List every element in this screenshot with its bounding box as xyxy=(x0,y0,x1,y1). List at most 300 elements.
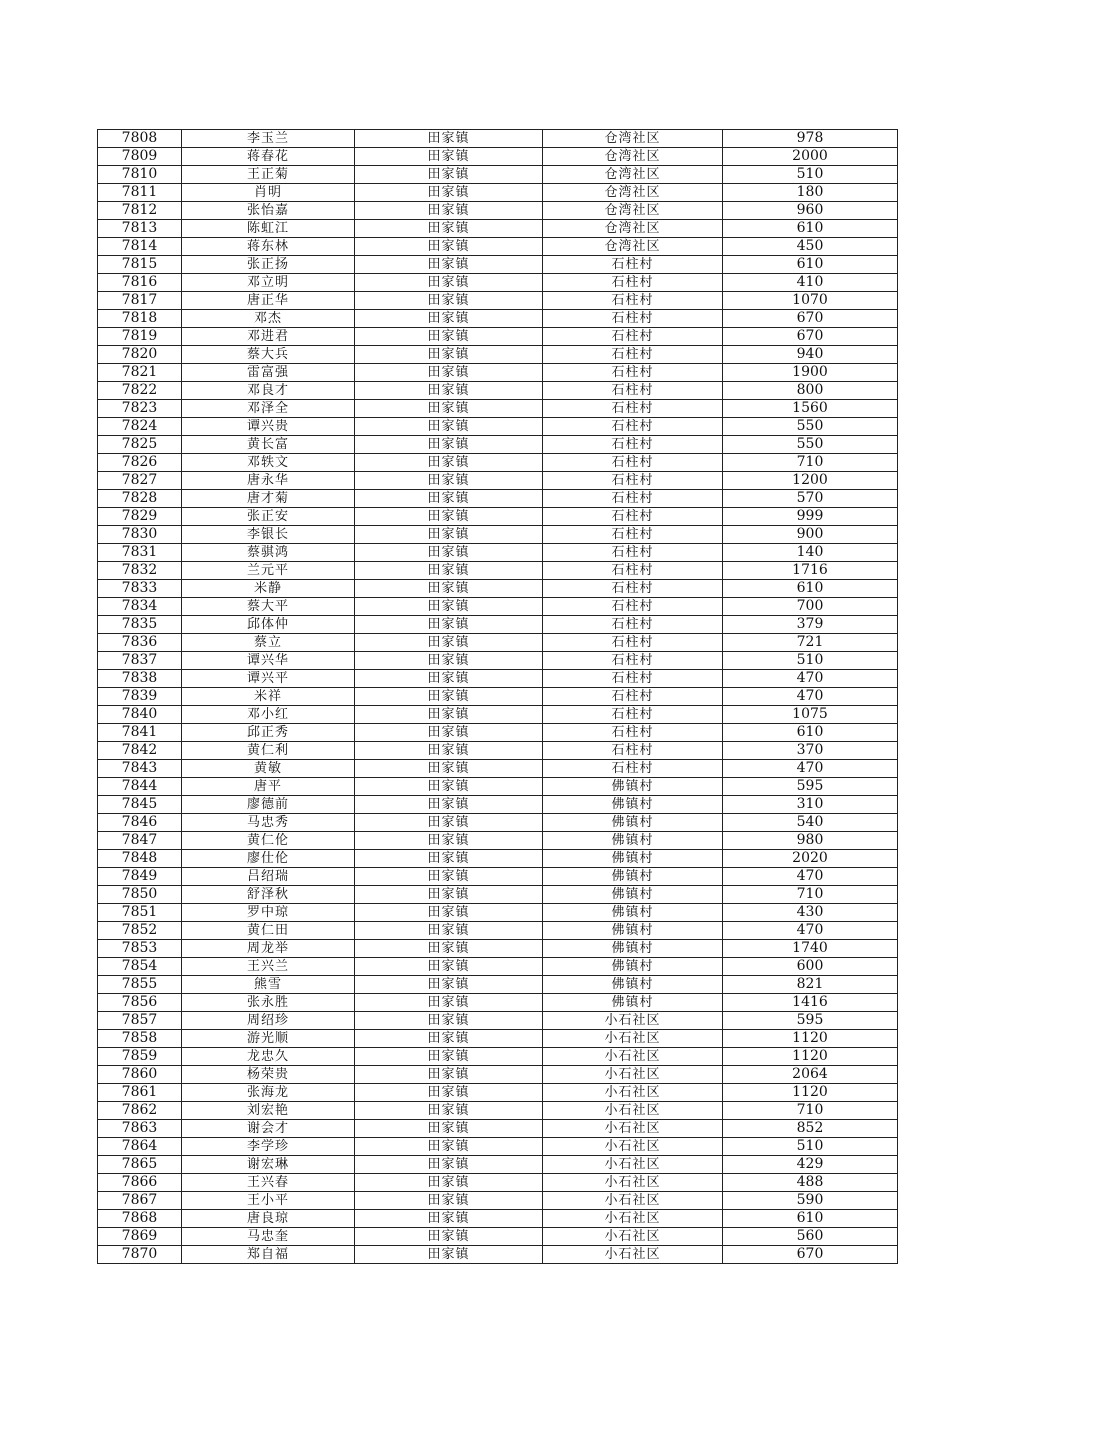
id-cell: 7856 xyxy=(98,994,182,1012)
table-row xyxy=(98,418,898,436)
town-cell: 田家镇 xyxy=(355,598,543,616)
amount-cell: 470 xyxy=(723,688,898,706)
name-cell: 邓进君 xyxy=(182,328,355,346)
village-cell: 小石社区 xyxy=(543,1228,723,1246)
id-cell: 7849 xyxy=(98,868,182,886)
table-row xyxy=(98,940,898,958)
amount-cell: 980 xyxy=(723,832,898,850)
name-cell: 张怡嘉 xyxy=(182,202,355,220)
village-cell: 石柱村 xyxy=(543,562,723,580)
id-cell: 7844 xyxy=(98,778,182,796)
town-cell: 田家镇 xyxy=(355,832,543,850)
village-cell: 石柱村 xyxy=(543,670,723,688)
amount-cell: 2064 xyxy=(723,1066,898,1084)
name-cell: 邓立明 xyxy=(182,274,355,292)
id-cell: 7820 xyxy=(98,346,182,364)
id-cell: 7812 xyxy=(98,202,182,220)
village-cell: 石柱村 xyxy=(543,418,723,436)
amount-cell: 670 xyxy=(723,310,898,328)
table-row xyxy=(98,328,898,346)
town-cell: 田家镇 xyxy=(355,1120,543,1138)
name-cell: 陈虹江 xyxy=(182,220,355,238)
village-cell: 小石社区 xyxy=(543,1102,723,1120)
table-row xyxy=(98,742,898,760)
town-cell: 田家镇 xyxy=(355,814,543,832)
name-cell: 李学珍 xyxy=(182,1138,355,1156)
id-cell: 7858 xyxy=(98,1030,182,1048)
amount-cell: 2000 xyxy=(723,148,898,166)
table-row xyxy=(98,922,898,940)
name-cell: 黄敏 xyxy=(182,760,355,778)
table-row xyxy=(98,508,898,526)
name-cell: 邓杰 xyxy=(182,310,355,328)
id-cell: 7853 xyxy=(98,940,182,958)
table-row xyxy=(98,652,898,670)
town-cell: 田家镇 xyxy=(355,652,543,670)
town-cell: 田家镇 xyxy=(355,1138,543,1156)
id-cell: 7830 xyxy=(98,526,182,544)
village-cell: 佛镇村 xyxy=(543,958,723,976)
name-cell: 蔡骐鸿 xyxy=(182,544,355,562)
name-cell: 黄仁利 xyxy=(182,742,355,760)
town-cell: 田家镇 xyxy=(355,292,543,310)
id-cell: 7850 xyxy=(98,886,182,904)
table-row xyxy=(98,670,898,688)
name-cell: 舒泽秋 xyxy=(182,886,355,904)
id-cell: 7824 xyxy=(98,418,182,436)
table-row xyxy=(98,346,898,364)
amount-cell: 1200 xyxy=(723,472,898,490)
town-cell: 田家镇 xyxy=(355,202,543,220)
amount-cell: 670 xyxy=(723,1246,898,1264)
name-cell: 蒋东林 xyxy=(182,238,355,256)
id-cell: 7860 xyxy=(98,1066,182,1084)
id-cell: 7837 xyxy=(98,652,182,670)
id-cell: 7836 xyxy=(98,634,182,652)
amount-cell: 600 xyxy=(723,958,898,976)
amount-cell: 410 xyxy=(723,274,898,292)
id-cell: 7847 xyxy=(98,832,182,850)
village-cell: 仓湾社区 xyxy=(543,166,723,184)
amount-cell: 1560 xyxy=(723,400,898,418)
table-row xyxy=(98,166,898,184)
name-cell: 邓轶文 xyxy=(182,454,355,472)
name-cell: 王兴春 xyxy=(182,1174,355,1192)
id-cell: 7828 xyxy=(98,490,182,508)
town-cell: 田家镇 xyxy=(355,1156,543,1174)
name-cell: 杨荣贵 xyxy=(182,1066,355,1084)
table-row xyxy=(98,220,898,238)
name-cell: 王正菊 xyxy=(182,166,355,184)
village-cell: 小石社区 xyxy=(543,1174,723,1192)
village-cell: 佛镇村 xyxy=(543,778,723,796)
name-cell: 王兴兰 xyxy=(182,958,355,976)
name-cell: 熊雪 xyxy=(182,976,355,994)
village-cell: 佛镇村 xyxy=(543,814,723,832)
table-row xyxy=(98,202,898,220)
town-cell: 田家镇 xyxy=(355,184,543,202)
table-row xyxy=(98,130,898,148)
id-cell: 7825 xyxy=(98,436,182,454)
name-cell: 谭兴贵 xyxy=(182,418,355,436)
name-cell: 邱正秀 xyxy=(182,724,355,742)
name-cell: 吕绍瑞 xyxy=(182,868,355,886)
amount-cell: 610 xyxy=(723,220,898,238)
table-row xyxy=(98,1138,898,1156)
name-cell: 米祥 xyxy=(182,688,355,706)
table-row xyxy=(98,490,898,508)
name-cell: 邓良才 xyxy=(182,382,355,400)
town-cell: 田家镇 xyxy=(355,958,543,976)
village-cell: 石柱村 xyxy=(543,508,723,526)
town-cell: 田家镇 xyxy=(355,436,543,454)
id-cell: 7867 xyxy=(98,1192,182,1210)
id-cell: 7861 xyxy=(98,1084,182,1102)
village-cell: 石柱村 xyxy=(543,472,723,490)
table-row xyxy=(98,526,898,544)
town-cell: 田家镇 xyxy=(355,400,543,418)
data-table xyxy=(97,129,898,1264)
id-cell: 7855 xyxy=(98,976,182,994)
id-cell: 7826 xyxy=(98,454,182,472)
name-cell: 肖明 xyxy=(182,184,355,202)
village-cell: 小石社区 xyxy=(543,1246,723,1264)
amount-cell: 560 xyxy=(723,1228,898,1246)
id-cell: 7863 xyxy=(98,1120,182,1138)
name-cell: 周绍珍 xyxy=(182,1012,355,1030)
amount-cell: 1120 xyxy=(723,1030,898,1048)
town-cell: 田家镇 xyxy=(355,688,543,706)
id-cell: 7816 xyxy=(98,274,182,292)
village-cell: 石柱村 xyxy=(543,706,723,724)
table-row xyxy=(98,1192,898,1210)
table-row xyxy=(98,1228,898,1246)
village-cell: 佛镇村 xyxy=(543,868,723,886)
amount-cell: 1716 xyxy=(723,562,898,580)
amount-cell: 1070 xyxy=(723,292,898,310)
village-cell: 佛镇村 xyxy=(543,976,723,994)
name-cell: 唐平 xyxy=(182,778,355,796)
town-cell: 田家镇 xyxy=(355,706,543,724)
id-cell: 7870 xyxy=(98,1246,182,1264)
village-cell: 小石社区 xyxy=(543,1048,723,1066)
town-cell: 田家镇 xyxy=(355,364,543,382)
table-row xyxy=(98,904,898,922)
town-cell: 田家镇 xyxy=(355,166,543,184)
id-cell: 7845 xyxy=(98,796,182,814)
table-row xyxy=(98,310,898,328)
amount-cell: 610 xyxy=(723,724,898,742)
table-row xyxy=(98,400,898,418)
amount-cell: 379 xyxy=(723,616,898,634)
table-row xyxy=(98,1120,898,1138)
table-row xyxy=(98,688,898,706)
table-row xyxy=(98,796,898,814)
town-cell: 田家镇 xyxy=(355,580,543,598)
name-cell: 唐正华 xyxy=(182,292,355,310)
town-cell: 田家镇 xyxy=(355,1066,543,1084)
town-cell: 田家镇 xyxy=(355,1174,543,1192)
amount-cell: 310 xyxy=(723,796,898,814)
village-cell: 石柱村 xyxy=(543,256,723,274)
name-cell: 邓小红 xyxy=(182,706,355,724)
amount-cell: 1740 xyxy=(723,940,898,958)
village-cell: 石柱村 xyxy=(543,688,723,706)
town-cell: 田家镇 xyxy=(355,778,543,796)
village-cell: 佛镇村 xyxy=(543,994,723,1012)
table-row xyxy=(98,1246,898,1264)
village-cell: 佛镇村 xyxy=(543,922,723,940)
amount-cell: 978 xyxy=(723,130,898,148)
town-cell: 田家镇 xyxy=(355,238,543,256)
village-cell: 石柱村 xyxy=(543,274,723,292)
amount-cell: 595 xyxy=(723,778,898,796)
town-cell: 田家镇 xyxy=(355,562,543,580)
town-cell: 田家镇 xyxy=(355,1084,543,1102)
village-cell: 佛镇村 xyxy=(543,886,723,904)
table-row xyxy=(98,256,898,274)
amount-cell: 700 xyxy=(723,598,898,616)
id-cell: 7834 xyxy=(98,598,182,616)
amount-cell: 370 xyxy=(723,742,898,760)
amount-cell: 821 xyxy=(723,976,898,994)
table-row xyxy=(98,382,898,400)
town-cell: 田家镇 xyxy=(355,472,543,490)
amount-cell: 488 xyxy=(723,1174,898,1192)
table-row xyxy=(98,760,898,778)
town-cell: 田家镇 xyxy=(355,670,543,688)
amount-cell: 550 xyxy=(723,418,898,436)
village-cell: 石柱村 xyxy=(543,310,723,328)
town-cell: 田家镇 xyxy=(355,418,543,436)
id-cell: 7846 xyxy=(98,814,182,832)
town-cell: 田家镇 xyxy=(355,796,543,814)
village-cell: 仓湾社区 xyxy=(543,184,723,202)
amount-cell: 710 xyxy=(723,1102,898,1120)
amount-cell: 470 xyxy=(723,670,898,688)
amount-cell: 550 xyxy=(723,436,898,454)
village-cell: 石柱村 xyxy=(543,580,723,598)
village-cell: 小石社区 xyxy=(543,1084,723,1102)
id-cell: 7821 xyxy=(98,364,182,382)
amount-cell: 610 xyxy=(723,580,898,598)
id-cell: 7841 xyxy=(98,724,182,742)
village-cell: 佛镇村 xyxy=(543,850,723,868)
table-row xyxy=(98,1048,898,1066)
town-cell: 田家镇 xyxy=(355,886,543,904)
town-cell: 田家镇 xyxy=(355,940,543,958)
name-cell: 张海龙 xyxy=(182,1084,355,1102)
id-cell: 7831 xyxy=(98,544,182,562)
table-row xyxy=(98,472,898,490)
name-cell: 蔡大兵 xyxy=(182,346,355,364)
name-cell: 罗中琼 xyxy=(182,904,355,922)
village-cell: 石柱村 xyxy=(543,742,723,760)
id-cell: 7839 xyxy=(98,688,182,706)
table-row xyxy=(98,1102,898,1120)
town-cell: 田家镇 xyxy=(355,868,543,886)
amount-cell: 510 xyxy=(723,166,898,184)
id-cell: 7822 xyxy=(98,382,182,400)
village-cell: 佛镇村 xyxy=(543,940,723,958)
amount-cell: 1900 xyxy=(723,364,898,382)
town-cell: 田家镇 xyxy=(355,256,543,274)
table-row xyxy=(98,436,898,454)
table-row xyxy=(98,634,898,652)
amount-cell: 510 xyxy=(723,652,898,670)
town-cell: 田家镇 xyxy=(355,1030,543,1048)
amount-cell: 540 xyxy=(723,814,898,832)
amount-cell: 940 xyxy=(723,346,898,364)
village-cell: 佛镇村 xyxy=(543,832,723,850)
id-cell: 7843 xyxy=(98,760,182,778)
id-cell: 7811 xyxy=(98,184,182,202)
table-row xyxy=(98,706,898,724)
name-cell: 谢会才 xyxy=(182,1120,355,1138)
name-cell: 李银长 xyxy=(182,526,355,544)
town-cell: 田家镇 xyxy=(355,526,543,544)
id-cell: 7829 xyxy=(98,508,182,526)
table-row xyxy=(98,994,898,1012)
table-row xyxy=(98,1084,898,1102)
name-cell: 谢宏琳 xyxy=(182,1156,355,1174)
amount-cell: 470 xyxy=(723,760,898,778)
table-row xyxy=(98,814,898,832)
name-cell: 蒋春花 xyxy=(182,148,355,166)
village-cell: 小石社区 xyxy=(543,1192,723,1210)
amount-cell: 180 xyxy=(723,184,898,202)
name-cell: 唐才菊 xyxy=(182,490,355,508)
table-row xyxy=(98,238,898,256)
town-cell: 田家镇 xyxy=(355,1228,543,1246)
village-cell: 仓湾社区 xyxy=(543,238,723,256)
name-cell: 黄仁田 xyxy=(182,922,355,940)
name-cell: 黄长富 xyxy=(182,436,355,454)
name-cell: 雷富强 xyxy=(182,364,355,382)
town-cell: 田家镇 xyxy=(355,922,543,940)
table-row xyxy=(98,976,898,994)
table-row xyxy=(98,1210,898,1228)
id-cell: 7808 xyxy=(98,130,182,148)
town-cell: 田家镇 xyxy=(355,760,543,778)
amount-cell: 1120 xyxy=(723,1048,898,1066)
village-cell: 小石社区 xyxy=(543,1156,723,1174)
id-cell: 7833 xyxy=(98,580,182,598)
town-cell: 田家镇 xyxy=(355,490,543,508)
name-cell: 黄仁伦 xyxy=(182,832,355,850)
amount-cell: 510 xyxy=(723,1138,898,1156)
id-cell: 7862 xyxy=(98,1102,182,1120)
name-cell: 龙忠久 xyxy=(182,1048,355,1066)
id-cell: 7817 xyxy=(98,292,182,310)
amount-cell: 595 xyxy=(723,1012,898,1030)
town-cell: 田家镇 xyxy=(355,724,543,742)
amount-cell: 999 xyxy=(723,508,898,526)
amount-cell: 450 xyxy=(723,238,898,256)
id-cell: 7827 xyxy=(98,472,182,490)
amount-cell: 721 xyxy=(723,634,898,652)
village-cell: 石柱村 xyxy=(543,724,723,742)
village-cell: 石柱村 xyxy=(543,544,723,562)
table-row xyxy=(98,148,898,166)
id-cell: 7864 xyxy=(98,1138,182,1156)
amount-cell: 800 xyxy=(723,382,898,400)
town-cell: 田家镇 xyxy=(355,742,543,760)
id-cell: 7819 xyxy=(98,328,182,346)
name-cell: 唐永华 xyxy=(182,472,355,490)
village-cell: 仓湾社区 xyxy=(543,130,723,148)
village-cell: 石柱村 xyxy=(543,652,723,670)
name-cell: 游光顺 xyxy=(182,1030,355,1048)
amount-cell: 960 xyxy=(723,202,898,220)
table-row xyxy=(98,1174,898,1192)
amount-cell: 429 xyxy=(723,1156,898,1174)
table-row xyxy=(98,184,898,202)
table-row xyxy=(98,562,898,580)
table-row xyxy=(98,598,898,616)
amount-cell: 710 xyxy=(723,886,898,904)
village-cell: 石柱村 xyxy=(543,400,723,418)
name-cell: 张正扬 xyxy=(182,256,355,274)
town-cell: 田家镇 xyxy=(355,148,543,166)
id-cell: 7815 xyxy=(98,256,182,274)
id-cell: 7866 xyxy=(98,1174,182,1192)
id-cell: 7869 xyxy=(98,1228,182,1246)
village-cell: 小石社区 xyxy=(543,1030,723,1048)
id-cell: 7810 xyxy=(98,166,182,184)
village-cell: 石柱村 xyxy=(543,346,723,364)
town-cell: 田家镇 xyxy=(355,454,543,472)
village-cell: 仓湾社区 xyxy=(543,148,723,166)
name-cell: 马忠奎 xyxy=(182,1228,355,1246)
amount-cell: 1120 xyxy=(723,1084,898,1102)
amount-cell: 852 xyxy=(723,1120,898,1138)
village-cell: 石柱村 xyxy=(543,364,723,382)
town-cell: 田家镇 xyxy=(355,346,543,364)
name-cell: 唐良琼 xyxy=(182,1210,355,1228)
name-cell: 米静 xyxy=(182,580,355,598)
table-row xyxy=(98,292,898,310)
name-cell: 郑自福 xyxy=(182,1246,355,1264)
table-row xyxy=(98,1030,898,1048)
name-cell: 周龙举 xyxy=(182,940,355,958)
id-cell: 7865 xyxy=(98,1156,182,1174)
town-cell: 田家镇 xyxy=(355,1210,543,1228)
amount-cell: 670 xyxy=(723,328,898,346)
town-cell: 田家镇 xyxy=(355,508,543,526)
village-cell: 石柱村 xyxy=(543,598,723,616)
table-row xyxy=(98,1012,898,1030)
town-cell: 田家镇 xyxy=(355,634,543,652)
id-cell: 7832 xyxy=(98,562,182,580)
town-cell: 田家镇 xyxy=(355,328,543,346)
id-cell: 7818 xyxy=(98,310,182,328)
id-cell: 7809 xyxy=(98,148,182,166)
table-row xyxy=(98,724,898,742)
village-cell: 石柱村 xyxy=(543,436,723,454)
table-row xyxy=(98,850,898,868)
id-cell: 7840 xyxy=(98,706,182,724)
table-row xyxy=(98,868,898,886)
town-cell: 田家镇 xyxy=(355,544,543,562)
village-cell: 小石社区 xyxy=(543,1066,723,1084)
town-cell: 田家镇 xyxy=(355,1192,543,1210)
id-cell: 7854 xyxy=(98,958,182,976)
amount-cell: 1075 xyxy=(723,706,898,724)
name-cell: 蔡大平 xyxy=(182,598,355,616)
village-cell: 仓湾社区 xyxy=(543,202,723,220)
table-row xyxy=(98,886,898,904)
